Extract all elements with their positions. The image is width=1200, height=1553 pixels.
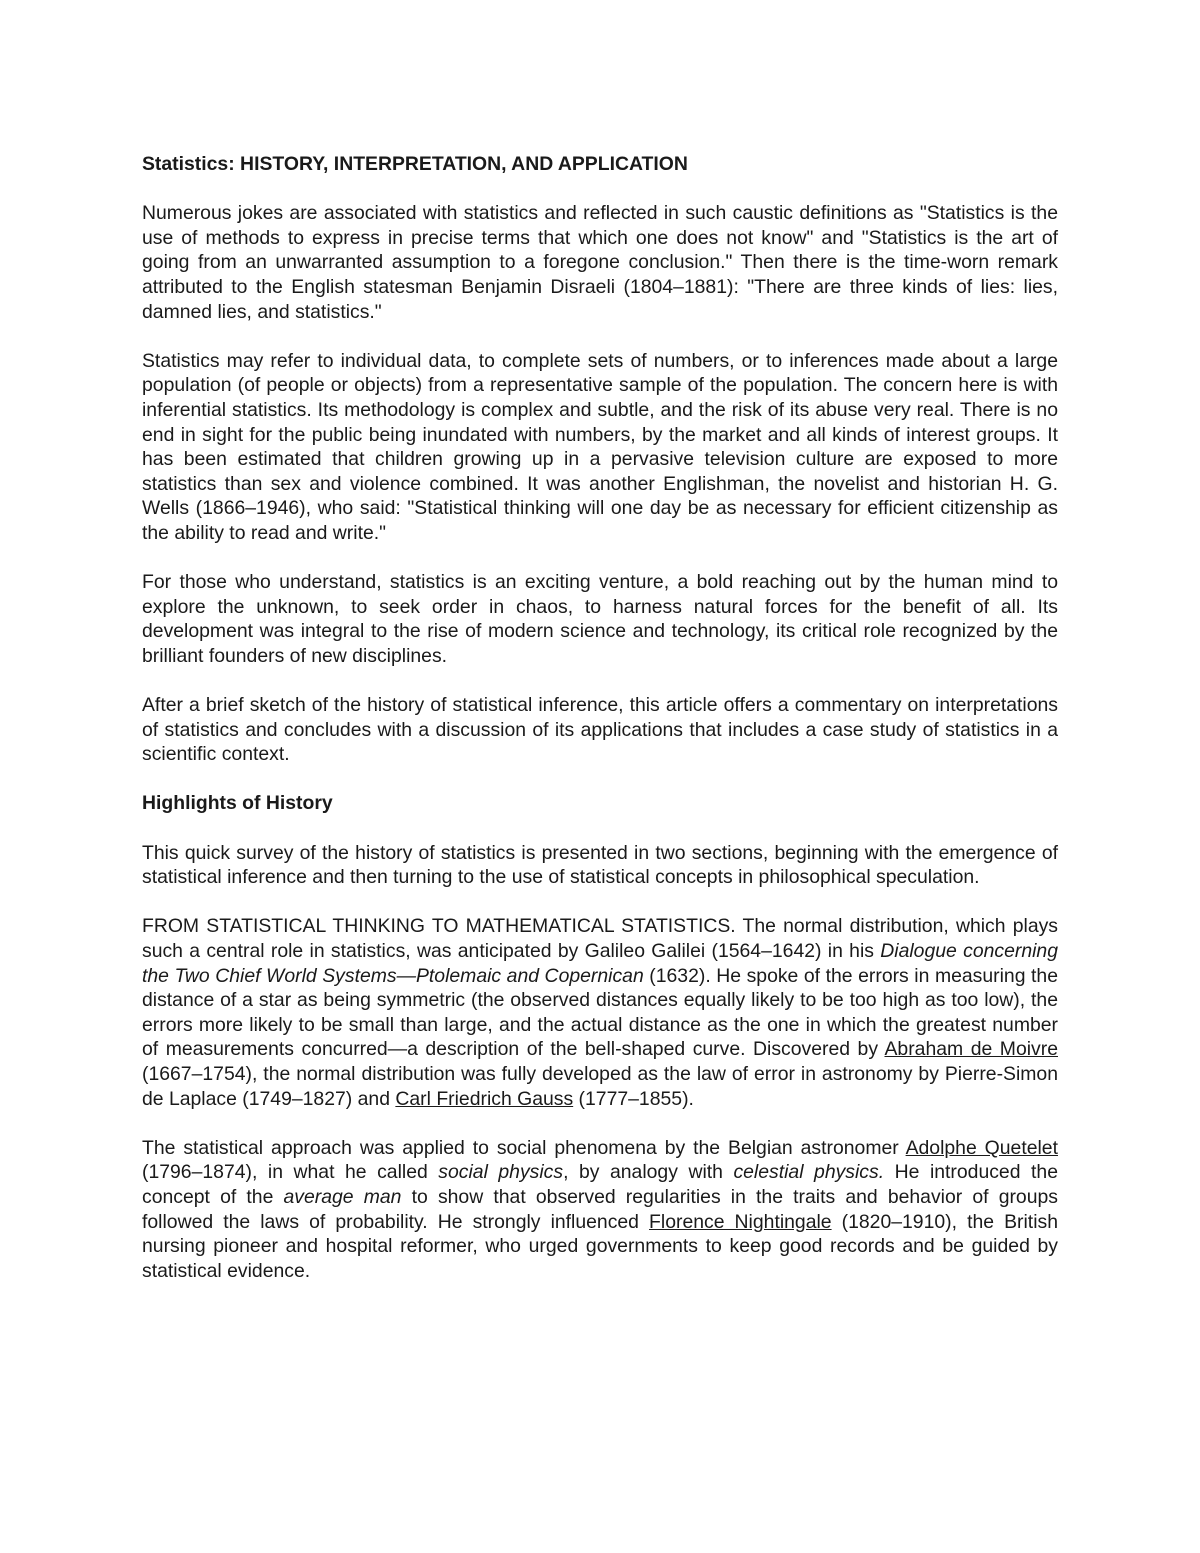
paragraph-social-physics bbox=[142, 1136, 1058, 1284]
text-segment: , by analogy with bbox=[563, 1161, 734, 1184]
link-abraham-de-moivre[interactable]: Abraham de Moivre bbox=[884, 1038, 1058, 1061]
term-social-physics: social physics bbox=[438, 1161, 564, 1184]
term-celestial-physics: celestial physics. bbox=[733, 1161, 885, 1184]
section-heading-history: Highlights of History bbox=[142, 792, 333, 815]
text-segment: (1820–1910), the British nursing pioneer and hospital reformer, who urged governments to keep good records and be guided by statistical evidence. bbox=[142, 1210, 1058, 1282]
text-segment: FROM STATISTICAL THINKING TO MATHEMATICAL STATISTICS. The normal distribution, which plays such a central role in statistics, was anticipated by Galileo Galilei (1564–1642) in his bbox=[142, 915, 1058, 962]
paragraph-exciting-venture: For those who understand, statistics is an exciting venture, a bold reaching out by the human mind to explore the unknown, to seek order in chaos, to harness natural forces for the benefit of all. Its development was integral to the rise of modern science and technology, its critical role recognized by the brilliant founders of new disciplines. bbox=[142, 571, 1058, 667]
paragraph-survey-intro: This quick survey of the history of statistics is presented in two sections, beginning with the emergence of statistical inference and then turning to the use of statistical concepts in philosophical speculation. bbox=[142, 841, 1058, 889]
paragraph-intro-jokes: Numerous jokes are associated with statistics and reflected in such caustic definitions as "Statistics is the use of methods to express in precise terms that which one does not know" and "Statistics is the art of going from an unwarranted assumption to a foregone conclusion." Then there is the time-worn remark attributed to the English statesman Benjamin Disraeli (1804–1881): "There are three kinds of lies: lies, damned lies, and statistics." bbox=[142, 202, 1058, 323]
paragraph-inferential-statistics: Statistics may refer to individual data, to complete sets of numbers, or to inferences made about a large population (of people or objects) from a representative sample of the population. The concern here is with inferential statistics. Its methodology is complex and subtle, and the risk of its abuse very real. There is no end in sight for the public being inundated with numbers, by the market and all kinds of interest groups. It has been estimated that children growing up in a pervasive television culture are exposed to more statistics than sex and violence combined. It was another Englishman, the novelist and historian H. G. Wells (1866–1946), who said: "Statistical thinking will one day be as necessary for efficient citizenship as the ability to read and write." bbox=[142, 349, 1058, 544]
text-segment: He introduced the concept of the bbox=[142, 1161, 1058, 1208]
text-segment: (1632). He spoke of the errors in measuring the distance of a star as being symmetric (the observed distances equally likely to be too high as too low), the errors more likely to be small than large, and the actual distance as the one in which the greatest number of measurements concurred—a description of the bell-shaped curve. Discovered by bbox=[142, 964, 1058, 1061]
paragraph-mathematical-statistics bbox=[142, 914, 1058, 1111]
link-florence-nightingale[interactable]: Florence Nightingale bbox=[649, 1210, 832, 1233]
text-segment: (1777–1855). bbox=[573, 1087, 694, 1110]
book-title-dialogue: Dialogue concerning the Two Chief World Systems—Ptolemaic and Copernican bbox=[142, 940, 1058, 987]
text-segment: to show that observed regularities in the traits and behavior of groups followed the laws of probability. He strongly influenced bbox=[142, 1185, 1058, 1233]
document-title: Statistics: HISTORY, INTERPRETATION, AND APPLICATION bbox=[142, 153, 688, 175]
text-segment: (1796–1874), in what he called bbox=[142, 1161, 439, 1184]
text-segment: (1667–1754), the normal distribution was fully developed as the law of error in astronomy by Pierre-Simon de Laplace (1749–1827) and bbox=[142, 1062, 1058, 1110]
document-body bbox=[142, 152, 1058, 1308]
text-segment: The statistical approach was applied to social phenomena by the Belgian astronomer bbox=[142, 1136, 906, 1159]
link-adolphe-quetelet[interactable]: Adolphe Quetelet bbox=[905, 1136, 1058, 1159]
link-carl-friedrich-gauss[interactable]: Carl Friedrich Gauss bbox=[395, 1087, 574, 1110]
paragraph-article-overview: After a brief sketch of the history of statistical inference, this article offers a commentary on interpretations of statistics and concludes with a discussion of its applications that includes a case study of statistics in a scientific context. bbox=[142, 694, 1058, 766]
term-average-man: average man bbox=[283, 1185, 402, 1208]
